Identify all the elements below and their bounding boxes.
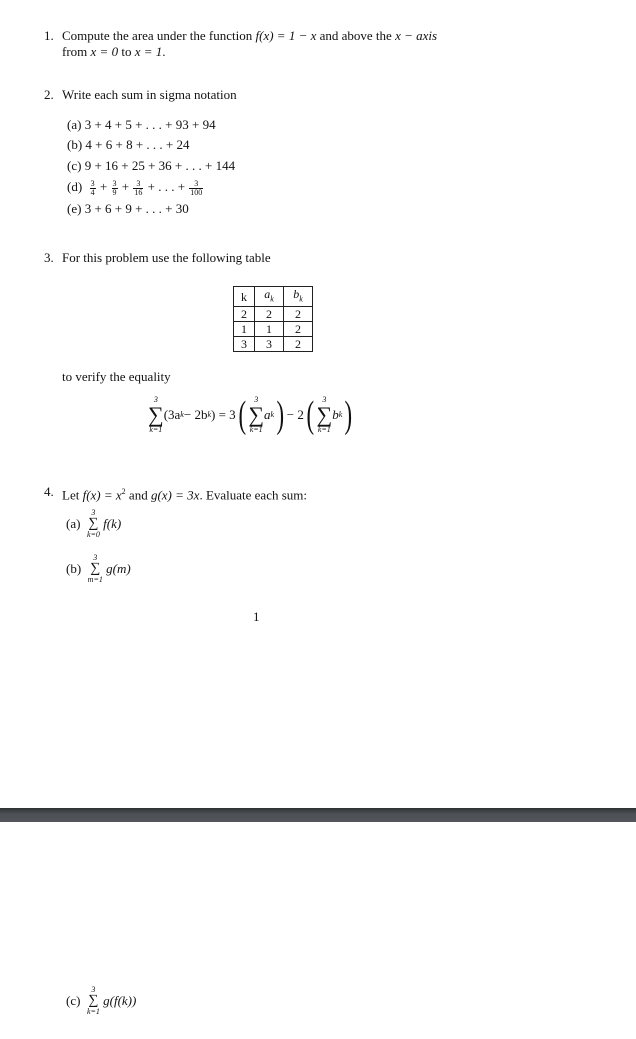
term: b: [332, 407, 339, 422]
label: (e): [67, 201, 82, 216]
text: from: [62, 44, 91, 59]
lower-limit: k=1: [317, 425, 331, 434]
sigma-icon: ∑: [248, 402, 265, 427]
summand: f(k): [103, 516, 122, 531]
lower-limit: m=1: [87, 575, 103, 584]
denominator: 4: [90, 187, 95, 197]
fraction: [112, 180, 118, 197]
sigma-icon: ∑: [88, 516, 99, 531]
verify-text: to verify the equality: [62, 369, 171, 384]
denominator: 9: [112, 187, 117, 197]
label: (a): [67, 117, 82, 132]
sigma-icon: ∑: [316, 402, 333, 427]
text: and: [125, 487, 151, 503]
table-header-row: [234, 287, 313, 307]
fraction: [189, 180, 203, 197]
problem-3-number: 3.: [44, 250, 54, 265]
problem-3-text: For this problem use the following table: [62, 250, 271, 265]
left-paren: (: [306, 394, 314, 436]
problem-4-text: [62, 484, 307, 503]
cell: 2: [255, 307, 284, 322]
term: a: [264, 407, 271, 422]
upper-limit: 3: [153, 395, 158, 404]
page-separator: [0, 808, 636, 822]
subscript: k: [270, 410, 275, 419]
pdf-page-2: [0, 822, 636, 1039]
item-2b: [67, 137, 190, 153]
text: Compute the area under the function: [62, 28, 256, 43]
header-bk: $b_k$: [284, 287, 313, 307]
text: Let: [62, 487, 83, 503]
problem-2-text: Write each sum in sigma notation: [62, 87, 237, 102]
equality-equation: [148, 396, 355, 434]
math: g(x) = 3x: [150, 487, 200, 503]
sigma-sum: [88, 554, 103, 584]
cell: 3: [234, 337, 255, 352]
page-number: 1: [253, 609, 260, 624]
denominator: 100: [190, 187, 203, 197]
sigma-icon: ∑: [90, 561, 101, 576]
right-paren: ): [344, 394, 353, 436]
table-row: [234, 307, 313, 322]
term: − 2b: [183, 407, 208, 422]
right-paren: ): [276, 394, 285, 436]
upper-limit: 3: [91, 508, 96, 517]
sigma-icon: ∑: [148, 402, 164, 427]
math: x = 0: [90, 44, 119, 59]
upper-limit: 3: [254, 395, 259, 404]
cell: 1: [255, 322, 284, 337]
text: .: [162, 44, 166, 59]
item-4c: [66, 986, 136, 1016]
item-2a: [67, 117, 216, 133]
summand: g(f(k)): [103, 993, 137, 1008]
sigma-sum: [248, 396, 264, 434]
subscript: k: [207, 410, 212, 419]
exponent: 2: [121, 487, 126, 496]
fraction: [90, 180, 96, 197]
item-2e: [67, 201, 189, 217]
label: (b): [67, 137, 83, 152]
term: − 2: [286, 407, 304, 422]
cell: 3: [255, 337, 284, 352]
label: (d): [67, 179, 83, 194]
math: x − axis: [395, 28, 438, 43]
lower-limit: k=0: [86, 530, 100, 539]
problem-1-line-1: [62, 28, 437, 44]
lower-limit: k=1: [86, 1007, 100, 1016]
plus: +: [99, 179, 108, 194]
summand: g(m): [106, 561, 131, 576]
header-ak: $a_k$: [255, 287, 284, 307]
problem-1-line-2: [62, 44, 166, 60]
math: x = 1: [134, 44, 163, 59]
sigma-sum: [148, 396, 164, 434]
upper-limit: 3: [93, 553, 98, 562]
upper-limit: 3: [91, 985, 96, 994]
numerator: 3: [189, 180, 203, 189]
expr: 3 + 6 + 9 + . . . + 30: [84, 201, 189, 216]
denominator: 16: [134, 187, 143, 197]
sigma-icon: ∑: [88, 993, 99, 1008]
header-k: k: [234, 287, 255, 307]
lower-limit: k=1: [249, 425, 263, 434]
sigma-sum: [317, 396, 333, 434]
sigma-sum: [87, 986, 100, 1016]
sigma-sum: [87, 509, 100, 539]
cell: 2: [284, 307, 313, 322]
label: (b): [66, 561, 82, 576]
math: f(x) = 1 − x: [255, 28, 317, 43]
numerator: 3: [112, 178, 117, 188]
left-paren: (: [238, 394, 246, 436]
table-row: [234, 322, 313, 337]
expr: 3 + 4 + 5 + . . . + 93 + 94: [84, 117, 216, 132]
label: (a): [66, 516, 81, 531]
data-table: [233, 286, 313, 352]
fraction: [133, 180, 143, 197]
expr: 9 + 16 + 25 + 36 + . . . + 144: [84, 158, 236, 173]
numerator: 3: [90, 178, 95, 188]
problem-2-number: 2.: [44, 87, 54, 102]
upper-limit: 3: [322, 395, 327, 404]
problem-1-number: 1.: [44, 28, 54, 43]
numerator: 3: [133, 180, 143, 189]
label: (c): [67, 158, 82, 173]
math: f(x) = x: [82, 487, 122, 503]
table-row: [234, 337, 313, 352]
item-2d: [67, 179, 204, 197]
item-2c: [67, 158, 235, 174]
item-4b: [66, 554, 131, 584]
dots: + . . . +: [147, 179, 186, 194]
subscript: k: [338, 410, 343, 419]
text: . Evaluate each sum:: [199, 487, 308, 503]
text: and above the: [316, 28, 396, 43]
term: ) = 3: [211, 407, 236, 422]
item-4a: [66, 509, 121, 539]
problem-4-number: 4.: [44, 484, 54, 499]
lower-limit: k=1: [149, 425, 163, 434]
expr: 4 + 6 + 8 + . . . + 24: [85, 137, 190, 152]
cell: 1: [234, 322, 255, 337]
plus: +: [121, 179, 130, 194]
cell: 2: [284, 322, 313, 337]
cell: 2: [284, 337, 313, 352]
cell: 2: [234, 307, 255, 322]
subscript: k: [180, 410, 184, 419]
label: (c): [66, 993, 81, 1008]
term: (3a: [163, 407, 181, 422]
text: to: [118, 44, 135, 59]
